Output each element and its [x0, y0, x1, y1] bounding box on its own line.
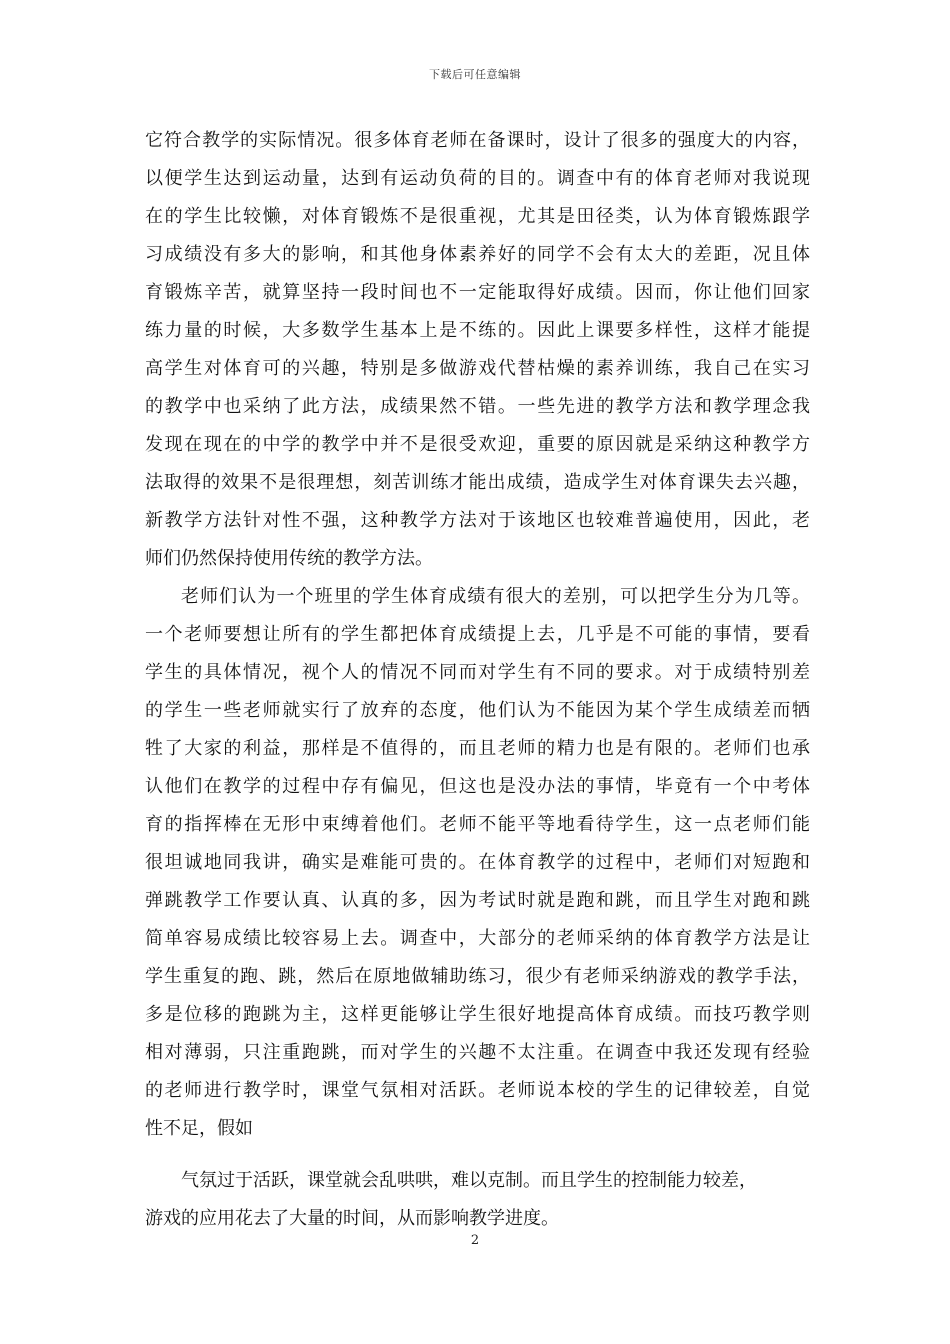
text-line: 高学生对体育可的兴趣，特别是多做游戏代替枯燥的素养训练，我自己在实习	[145, 358, 810, 379]
paragraph-2	[145, 578, 810, 1148]
text-line: 的学生一些老师就实行了放弃的态度，他们认为不能因为某个学生成绩差而牺	[145, 700, 810, 721]
text-line: 性不足，假如	[145, 1118, 253, 1139]
paragraph-spacer	[145, 1148, 810, 1162]
text-line: 简单容易成绩比较容易上去。调查中，大部分的老师采纳的体育教学方法是让	[145, 928, 810, 949]
page-number: 2	[470, 1233, 480, 1248]
text-line: 气氛过于活跃，课堂就会乱哄哄，难以克制。而且学生的控制能力较差，	[181, 1170, 757, 1191]
text-line: 法取得的效果不是很理想，刻苦训练才能出成绩，造成学生对体育课失去兴趣，	[145, 472, 810, 493]
text-line: 的教学中也采纳了此方法，成绩果然不错。一些先进的教学方法和教学理念我	[145, 396, 810, 417]
body-text	[145, 122, 810, 1238]
text-line: 相对薄弱，只注重跑跳，而对学生的兴趣不太注重。在调查中我还发现有经验	[145, 1042, 810, 1063]
text-line: 的老师进行教学时，课堂气氛相对活跃。老师说本校的学生的记律较差，自觉	[145, 1080, 810, 1101]
text-line: 学生的具体情况，视个人的情况不同而对学生有不同的要求。对于成绩特别差	[145, 662, 810, 683]
text-line: 一个老师要想让所有的学生都把体育成绩提上去，几乎是不可能的事情，要看	[145, 624, 810, 645]
text-line: 发现在现在的中学的教学中并不是很受欢迎，重要的原因就是采纳这种教学方	[145, 434, 810, 455]
text-line: 育的指挥棒在无形中束缚着他们。老师不能平等地看待学生，这一点老师们能	[145, 814, 810, 835]
text-line: 牲了大家的利益，那样是不值得的，而且老师的精力也是有限的。老师们也承	[145, 738, 810, 759]
text-line: 练力量的时候，大多数学生基本上是不练的。因此上课要多样性，这样才能提	[145, 320, 810, 341]
text-line: 游戏的应用花去了大量的时间，从而影响教学进度。	[145, 1208, 559, 1229]
paragraph-1	[145, 122, 810, 578]
text-line: 学生重复的跑、跳，然后在原地做辅助练习，很少有老师采纳游戏的教学手法，	[145, 966, 810, 987]
text-line: 新教学方法针对性不强，这种教学方法对于该地区也较难普遍使用，因此，老	[145, 510, 810, 531]
text-line: 认他们在教学的过程中存有偏见，但这也是没办法的事情，毕竟有一个中考体	[145, 776, 810, 797]
text-line: 它符合教学的实际情况。很多体育老师在备课时，设计了很多的强度大的内容，	[145, 130, 810, 151]
text-line: 多是位移的跑跳为主，这样更能够让学生很好地提高体育成绩。而技巧教学则	[145, 1004, 810, 1025]
text-line: 习成绩没有多大的影响，和其他身体素养好的同学不会有太大的差距，况且体	[145, 244, 810, 265]
text-line: 以便学生达到运动量，达到有运动负荷的目的。调查中有的体育老师对我说现	[145, 168, 810, 189]
paragraph-3	[145, 1162, 810, 1238]
text-line: 育锻炼辛苦，就算坚持一段时间也不一定能取得好成绩。因而，你让他们回家	[145, 282, 810, 303]
text-line: 弹跳教学工作要认真、认真的多，因为考试时就是跑和跳，而且学生对跑和跳	[145, 890, 810, 911]
page-header: 下载后可任意编辑	[429, 68, 521, 81]
text-line: 在的学生比较懒，对体育锻炼不是很重视，尤其是田径类，认为体育锻炼跟学	[145, 206, 810, 227]
text-line: 老师们认为一个班里的学生体育成绩有很大的差别，可以把学生分为几等。	[181, 586, 810, 607]
text-line: 很坦诚地同我讲，确实是难能可贵的。在体育教学的过程中，老师们对短跑和	[145, 852, 810, 873]
text-line: 师们仍然保持使用传统的教学方法。	[145, 548, 433, 569]
